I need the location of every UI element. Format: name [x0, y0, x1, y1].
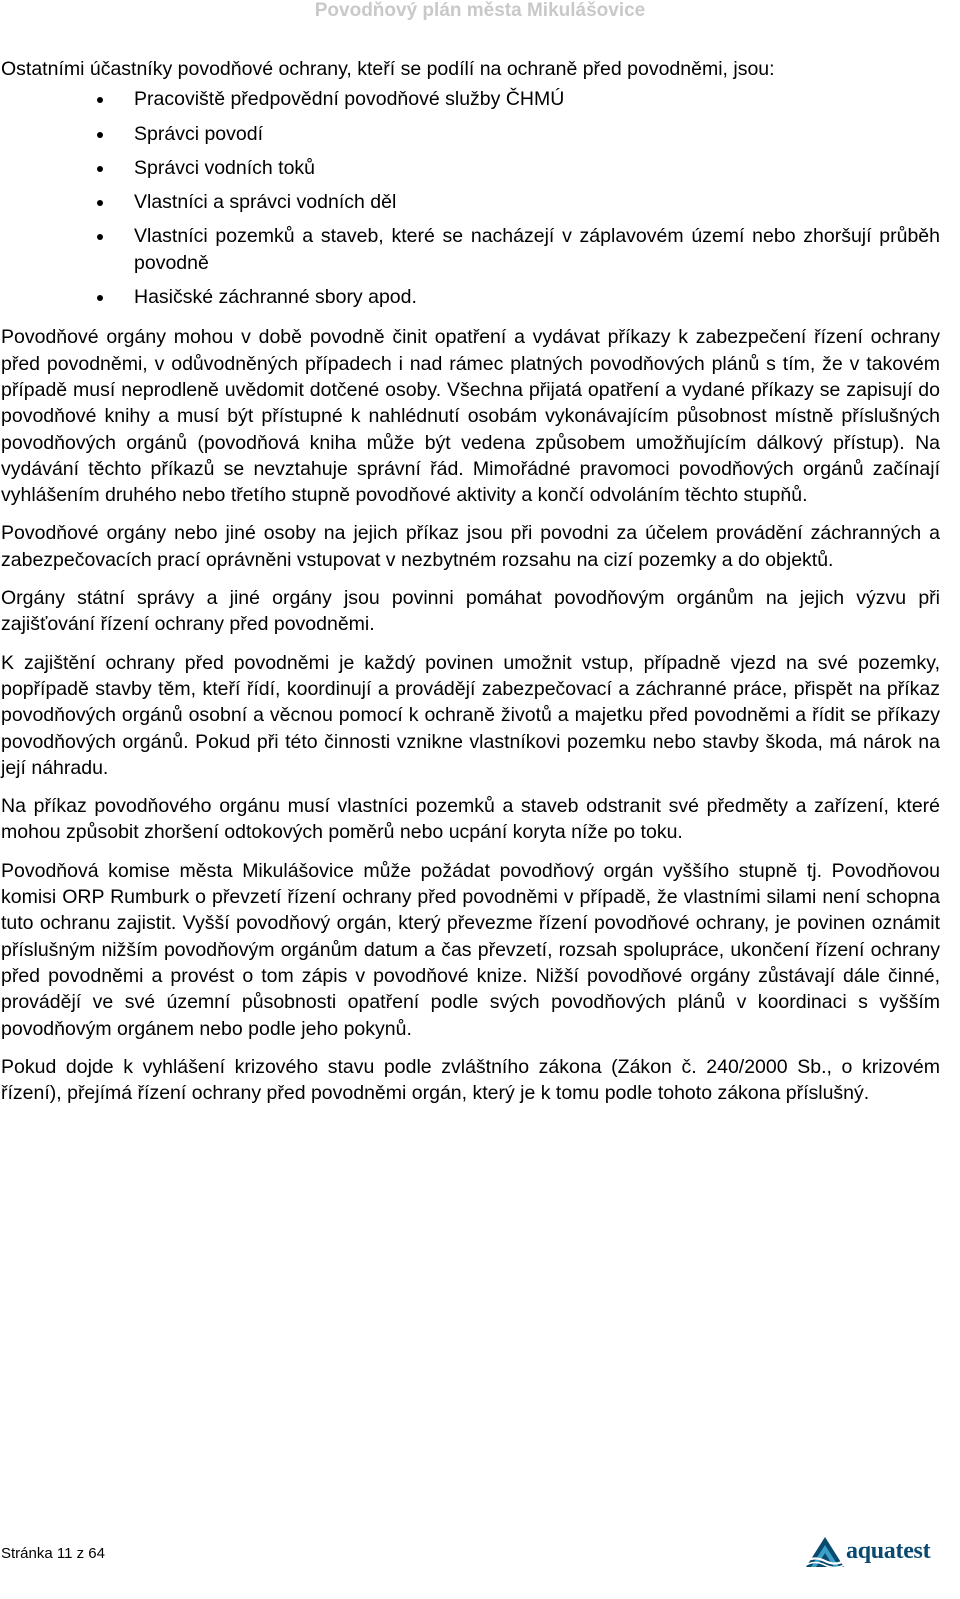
aquatest-logo-icon — [804, 1535, 846, 1569]
participants-list — [1, 86, 940, 310]
list-item-text: Vlastníci pozemků a staveb, které se nacházejí v záplavovém území nebo zhoršují průběh povodně — [134, 225, 940, 274]
page-number: Stránka 11 z 64 — [1, 1545, 105, 1562]
paragraph-commission: Povodňová komise města Mikulášovice může požádat povodňový orgán vyššího stupně tj. Povodňovou komisi ORP Rumburk o převzetí řízení ochrany před povodněmi v případě, že vlastními silami není schopna tuto ochranu zajistit. Vyšší povodňový orgán, který převezme řízení povodňové ochrany, je povinen oznámit příslušným nižším povodňovým orgánům datum a čas převzetí, rozsah spolupráce, ukončení řízení ochrany před povodněmi a provést o tom zápis v povodňové knize. Nižší povodňové orgány zůstávají dále činné, provádějí ve své územní působnosti opatření podle svých povodňových plánů v koordinaci s vyšším povodňovým orgánem nebo podle jeho pokynů. — [1, 859, 940, 1040]
bullet-icon — [97, 166, 103, 172]
bullet-icon — [97, 132, 103, 138]
list-item-text: Správci povodí — [134, 122, 263, 145]
logo-text: aquatest — [846, 1538, 931, 1564]
list-item — [1, 284, 940, 310]
paragraph-crisis-state: Pokud dojde k vyhlášení krizového stavu podle zvláštního zákona (Zákon č. 240/2000 Sb., o krizovém řízení), přejímá řízení ochrany před povodněmi orgán, který je k tomu podle tohoto zákona příslušný. — [1, 1055, 940, 1105]
page-header — [0, 0, 960, 26]
paragraph-duties: K zajištění ochrany před povodněmi je každý povinen umožnit vstup, případně vjezd na své pozemky, popřípadě stavby těm, kteří řídí, koordinují a provádějí zabezpečovací a záchranné práce, přispět na příkaz povodňových orgánů osobní a věcnou pomocí k ochraně životů a majetku před povodněmi a řídit se příkazy povodňových orgánů. Pokud při této činnosti vznikne vlastníkovi pozemku nebo stavby škoda, má nárok na její náhradu. — [1, 651, 940, 779]
intro-paragraph: Ostatními účastníky povodňové ochrany, kteří se podílí na ochraně před povodněmi, jsou: — [1, 58, 775, 80]
paragraph-removal-order: Na příkaz povodňového orgánu musí vlastníci pozemků a staveb odstranit své předměty a zařízení, které mohou způsobit zhoršení odtokových poměrů nebo ucpání koryta níže po toku. — [1, 795, 940, 844]
bullet-icon — [97, 234, 103, 240]
list-item-text: Vlastníci a správci vodních děl — [134, 191, 397, 214]
aquatest-logo — [804, 1535, 940, 1569]
list-item-text: Pracoviště předpovědní povodňové služby ČHMÚ — [134, 88, 565, 111]
paragraph-powers: Povodňové orgány mohou v době povodně činit opatření a vydávat příkazy k zabezpečení řízení ochrany před povodněmi, v odůvodněných případech i nad rámec platných povodňových plánů s tím, že v takovém případě musí neprodleně uvědomit dotčené osoby. Všechna přijatá opatření a vydané příkazy se zapisují do povodňové knihy a musí být přístupné k nahlédnutí osobám vykonávajícím působnost místně příslušných povodňových orgánů (povodňová kniha může být vedena způsobem umožňujícím dálkový přístup). Na vydávání těchto příkazů se nevztahuje správní řád. Mimořádné pravomoci povodňových orgánů začínají vyhlášením druhého nebo třetího stupně povodňové aktivity a končí odvoláním těchto stupňů. — [1, 326, 940, 507]
bullet-icon — [97, 295, 103, 301]
list-item — [1, 155, 940, 181]
document-body — [1, 56, 940, 1118]
bullet-icon — [97, 200, 103, 206]
list-item-text: Správci vodních toků — [134, 156, 316, 179]
list-item — [1, 189, 940, 215]
document-title: Povodňový plán města Mikulášovice — [314, 0, 646, 21]
paragraph-state-assistance: Orgány státní správy a jiné orgány jsou povinni pomáhat povodňovým orgánům na jejich výzvu při zajišťování řízení ochrany před povodněmi. — [1, 587, 940, 636]
list-item — [1, 223, 940, 276]
paragraph-entry-rights: Povodňové orgány nebo jiné osoby na jejich příkaz jsou při povodni za účelem provádění záchranných a zabezpečovacích prací oprávněni vstupovat v nezbytném rozsahu na cizí pozemky a do objektů. — [1, 522, 940, 571]
list-item — [1, 121, 940, 147]
bullet-icon — [97, 97, 103, 103]
list-item — [1, 86, 940, 112]
list-item-text: Hasičské záchranné sbory apod. — [134, 286, 417, 309]
